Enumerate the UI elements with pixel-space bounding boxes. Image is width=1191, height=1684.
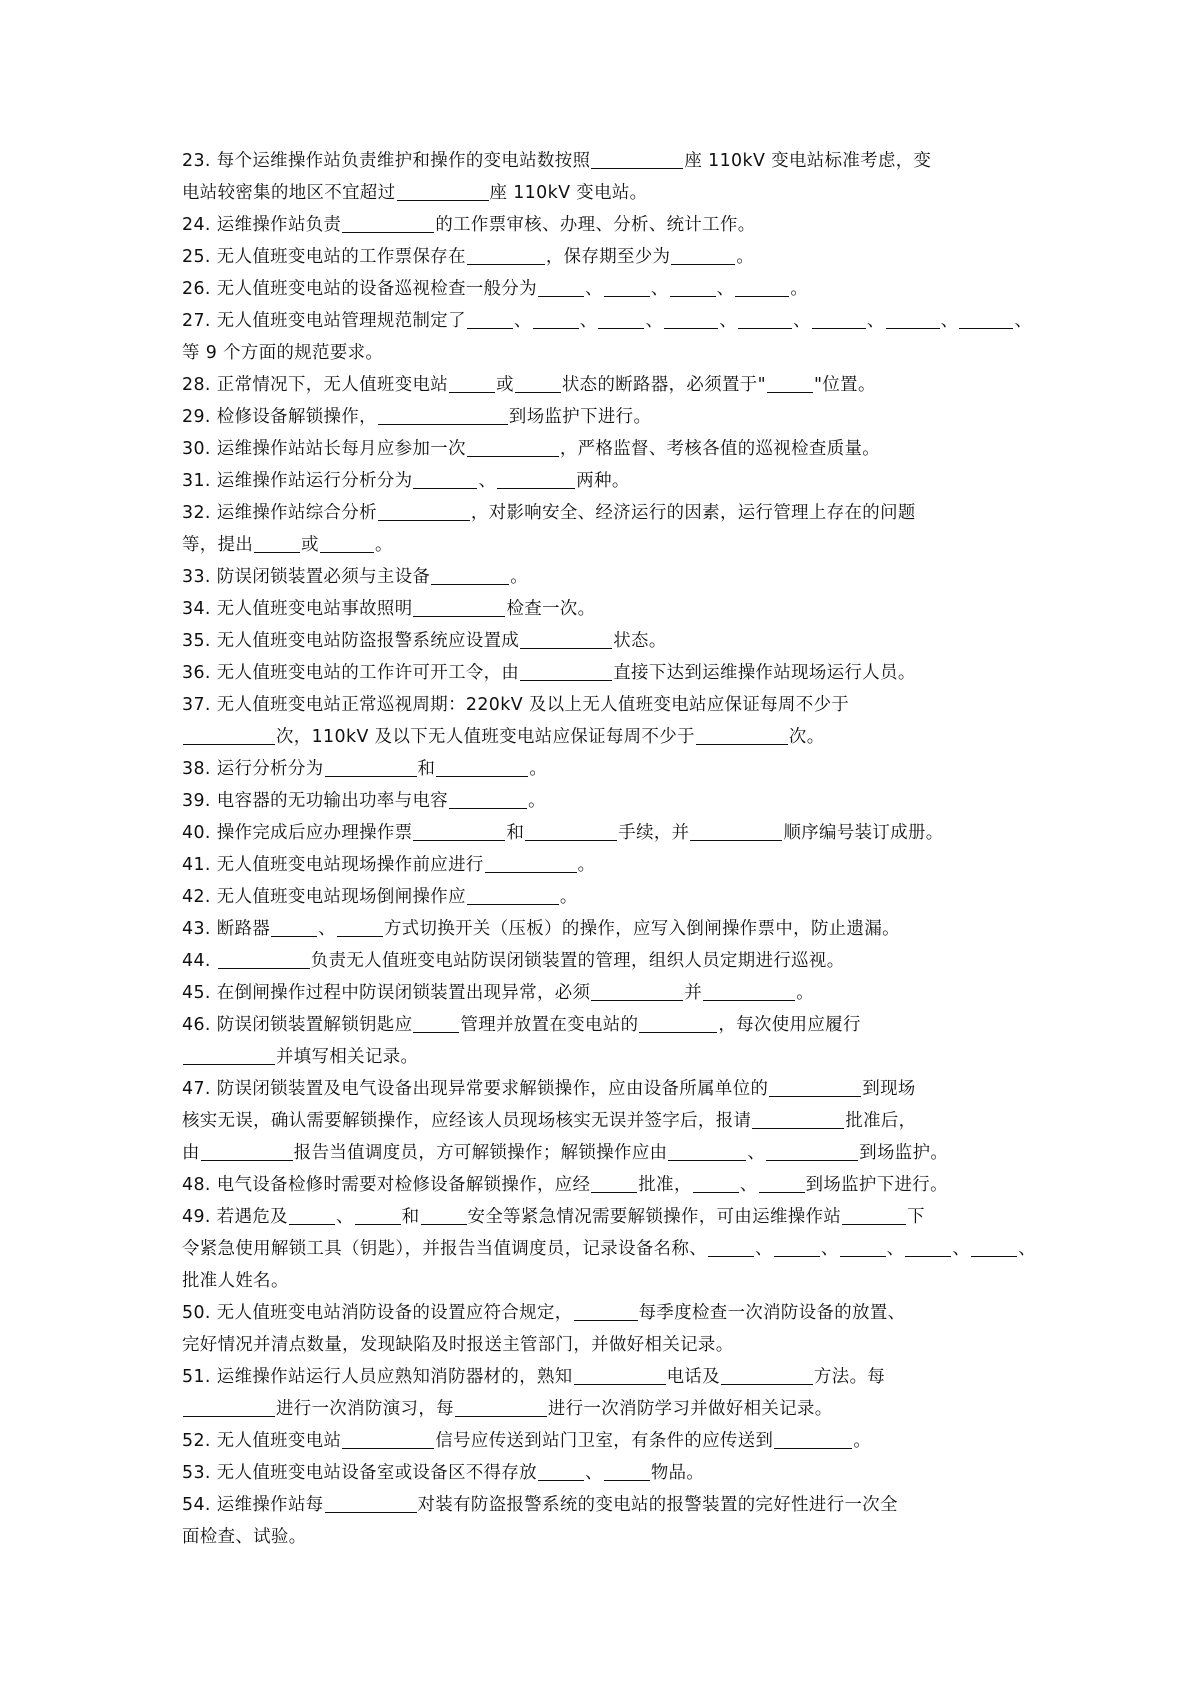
- fill-in-blank[interactable]: [767, 374, 813, 393]
- question-text: 次，110kV 及以下无人值班变电站应保证每周不少于: [276, 727, 695, 747]
- question-text: 、: [820, 1239, 839, 1259]
- fill-in-blank[interactable]: [959, 310, 1013, 329]
- question-text: 。: [510, 567, 529, 587]
- question-text: 30. 运维操作站站长每月应参加一次: [182, 439, 466, 459]
- question-text: 。: [528, 791, 546, 811]
- question-text: 、: [645, 311, 664, 331]
- question-text: 34. 无人值班变电站事故照明: [182, 599, 413, 619]
- question-text: 和: [417, 759, 436, 779]
- question-line-q46b: [182, 1041, 1011, 1073]
- fill-in-blank[interactable]: [708, 1238, 754, 1257]
- question-text: 41. 无人值班变电站现场操作前应进行: [182, 855, 484, 875]
- question-text: 方法。每: [813, 1367, 886, 1387]
- question-line-q40: [182, 817, 1011, 849]
- fill-in-blank[interactable]: [254, 534, 300, 553]
- fill-in-blank[interactable]: [668, 1142, 746, 1161]
- fill-in-blank[interactable]: [671, 246, 735, 265]
- question-text: 27. 无人值班变电站管理规范制定了: [182, 311, 466, 331]
- question-line-q38: [182, 753, 1011, 785]
- fill-in-blank[interactable]: [812, 310, 866, 329]
- question-text: 53. 无人值班变电站设备室或设备区不得存放: [182, 1463, 538, 1483]
- question-text: 36. 无人值班变电站的工作许可开工令，由: [182, 663, 520, 683]
- fill-in-blank[interactable]: [752, 1110, 844, 1129]
- fill-in-blank[interactable]: [467, 310, 513, 329]
- question-text: 的工作票审核、办理、分析、统计工作。: [435, 215, 756, 235]
- question-line-q25: [182, 241, 1011, 273]
- question-line-q47c: [182, 1137, 1011, 1169]
- question-line-q37a: [182, 689, 1011, 721]
- question-line-q46a: [182, 1009, 1011, 1041]
- question-text: 25. 无人值班变电站的工作票保存在: [182, 247, 466, 267]
- fill-in-blank[interactable]: [183, 726, 275, 745]
- fill-in-blank[interactable]: [467, 438, 559, 457]
- fill-in-blank[interactable]: [289, 1206, 335, 1225]
- question-text: 令紧急使用解锁工具（钥匙），并报告当值调度员，记录设备名称、: [182, 1239, 708, 1259]
- question-text: 批准后，: [845, 1111, 917, 1131]
- question-text: 或: [301, 535, 319, 555]
- question-text: 和: [401, 1207, 420, 1227]
- fill-in-blank[interactable]: [840, 1238, 886, 1257]
- question-line-q32b: [182, 529, 1011, 561]
- question-text: 、: [1014, 311, 1033, 331]
- question-line-q52: [182, 1425, 1011, 1457]
- question-text: 并填写相关记录。: [276, 1047, 419, 1067]
- question-text: 负责无人值班变电站防误闭锁装置的管理，组织人员定期进行巡视。: [310, 951, 845, 971]
- question-text: 24. 运维操作站负责: [182, 215, 342, 235]
- fill-in-blank[interactable]: [690, 822, 782, 841]
- fill-in-blank[interactable]: [449, 374, 495, 393]
- fill-in-blank[interactable]: [520, 630, 612, 649]
- fill-in-blank[interactable]: [183, 1046, 275, 1065]
- question-text: 到场监护下进行。: [805, 1175, 948, 1195]
- fill-in-blank[interactable]: [421, 1206, 467, 1225]
- question-text: 42. 无人值班变电站现场倒闸操作应: [182, 887, 466, 907]
- question-text: 每季度检查一次消防设备的放置、: [638, 1303, 906, 1323]
- question-text: 顺序编号装订成册。: [783, 823, 944, 843]
- question-text: 状态。: [613, 631, 667, 651]
- question-text: 管理并放置在变电站的: [460, 1015, 639, 1035]
- question-text: 由: [182, 1143, 200, 1163]
- question-line-q53: [182, 1457, 1011, 1489]
- question-text: 、: [719, 311, 738, 331]
- question-text: 对装有防盗报警系统的变电站的报警装置的完好性进行一次全: [417, 1495, 898, 1515]
- question-line-q48: [182, 1169, 1011, 1201]
- question-text: 32. 运维操作站综合分析: [182, 503, 377, 523]
- question-text: 直接下达到运维操作站现场运行人员。: [613, 663, 916, 683]
- question-line-q36: [182, 657, 1011, 689]
- fill-in-blank[interactable]: [574, 1302, 638, 1321]
- question-text: ，每次使用应履行: [718, 1015, 861, 1035]
- fill-in-blank[interactable]: [271, 918, 317, 937]
- fill-in-blank[interactable]: [696, 726, 788, 745]
- question-text: 、: [952, 1239, 971, 1259]
- question-text: 、: [866, 311, 885, 331]
- question-text: 52. 无人值班变电站: [182, 1431, 342, 1451]
- question-text: 、: [478, 471, 497, 491]
- fill-in-blank[interactable]: [413, 822, 505, 841]
- question-line-q34: [182, 593, 1011, 625]
- question-line-q47a: [182, 1073, 1011, 1105]
- question-text: 。: [529, 759, 548, 779]
- fill-in-blank[interactable]: [520, 662, 612, 681]
- question-text: 到场监护下进行。: [508, 407, 652, 427]
- question-text: 手续，并: [618, 823, 690, 843]
- fill-in-blank[interactable]: [774, 1430, 852, 1449]
- question-text: 33. 防误闭锁装置必须与主设备: [182, 567, 431, 587]
- fill-in-blank[interactable]: [604, 278, 650, 297]
- question-text: ，对影响安全、经济运行的因素，运行管理上存在的问题: [470, 503, 916, 523]
- question-line-q43: [182, 913, 1011, 945]
- question-text: 电站较密集的地区不宜超过: [182, 183, 396, 203]
- question-text: 核实无误，确认需要解锁操作，应经该人员现场核实无误并签字后，报请: [182, 1111, 752, 1131]
- question-text: 43. 断路器: [182, 919, 271, 939]
- question-list: [182, 145, 1037, 1553]
- question-line-q47b: [182, 1105, 1011, 1137]
- question-line-q50a: [182, 1297, 1011, 1329]
- question-text: 检查一次。: [506, 599, 596, 619]
- question-text: 。: [577, 855, 596, 875]
- question-text: 、: [579, 311, 598, 331]
- question-text: 并: [684, 983, 703, 1003]
- fill-in-blank[interactable]: [670, 278, 716, 297]
- question-line-q32a: [182, 497, 1011, 529]
- question-text: 状态的断路器，必须置于": [561, 375, 766, 395]
- fill-in-blank[interactable]: [413, 1014, 459, 1033]
- fill-in-blank[interactable]: [591, 1174, 637, 1193]
- question-text: 45. 在倒闸操作过程中防误闭锁装置出现异常，必须: [182, 983, 591, 1003]
- fill-in-blank[interactable]: [525, 822, 617, 841]
- question-line-q49a: [182, 1201, 1011, 1233]
- fill-in-blank[interactable]: [413, 470, 477, 489]
- question-text: 批准，: [638, 1175, 692, 1195]
- question-text: 下: [907, 1207, 925, 1227]
- question-text: 座 110kV 变电站标准考虑，变: [684, 151, 932, 171]
- question-line-q51b: [182, 1393, 1011, 1425]
- question-line-q30: [182, 433, 1011, 465]
- question-text: 、: [886, 1239, 905, 1259]
- fill-in-blank[interactable]: [842, 1206, 906, 1225]
- fill-in-blank[interactable]: [639, 1014, 717, 1033]
- question-text: 50. 无人值班变电站消防设备的设置应符合规定，: [182, 1303, 573, 1323]
- fill-in-blank[interactable]: [515, 374, 561, 393]
- fill-in-blank[interactable]: [693, 1174, 739, 1193]
- question-text: 、: [1018, 1239, 1037, 1259]
- question-text: 35. 无人值班变电站防盗报警系统应设置成: [182, 631, 520, 651]
- question-text: 、: [318, 919, 336, 939]
- fill-in-blank[interactable]: [342, 214, 434, 233]
- question-text: 29. 检修设备解锁操作，: [182, 407, 377, 427]
- question-text: 。: [374, 535, 393, 555]
- question-text: "位置。: [813, 375, 876, 395]
- fill-in-blank[interactable]: [774, 1238, 820, 1257]
- question-text: 两种。: [576, 471, 630, 491]
- question-text: 。: [853, 1431, 872, 1451]
- fill-in-blank[interactable]: [971, 1238, 1017, 1257]
- fill-in-blank[interactable]: [766, 1142, 858, 1161]
- question-text: 31. 运维操作站运行分析分为: [182, 471, 413, 491]
- question-text: 、: [585, 279, 603, 299]
- fill-in-blank[interactable]: [886, 310, 940, 329]
- fill-in-blank[interactable]: [355, 1206, 401, 1225]
- question-line-q54b: [182, 1521, 1011, 1553]
- question-text: 次。: [788, 727, 825, 747]
- question-text: 46. 防误闭锁装置解锁钥匙应: [182, 1015, 413, 1035]
- question-text: 。: [559, 887, 578, 907]
- fill-in-blank[interactable]: [325, 1494, 417, 1513]
- fill-in-blank[interactable]: [538, 278, 584, 297]
- question-text: 、: [650, 279, 669, 299]
- question-text: 信号应传送到站门卫室，有条件的应传送到: [435, 1431, 774, 1451]
- question-text: 或: [496, 375, 514, 395]
- fill-in-blank[interactable]: [183, 1398, 275, 1417]
- fill-in-blank[interactable]: [497, 470, 575, 489]
- question-text: 、: [940, 311, 959, 331]
- fill-in-blank[interactable]: [325, 758, 417, 777]
- fill-in-blank[interactable]: [721, 1366, 813, 1385]
- question-text: 报告当值调度员，方可解锁操作；解锁操作应由: [293, 1143, 668, 1163]
- question-text: 38. 运行分析分为: [182, 759, 324, 779]
- question-text: ，保存期至少为: [545, 247, 671, 267]
- question-line-q26: [182, 273, 1011, 305]
- question-text: 。: [796, 983, 814, 1003]
- fill-in-blank[interactable]: [538, 1462, 584, 1481]
- question-line-q51a: [182, 1361, 1011, 1393]
- question-text: 座 110kV 变电站。: [489, 183, 648, 203]
- question-line-q50b: [182, 1329, 1011, 1361]
- fill-in-blank[interactable]: [703, 982, 795, 1001]
- question-text: 、: [513, 311, 532, 331]
- question-text: 批准人姓名。: [182, 1271, 289, 1291]
- question-text: 26. 无人值班变电站的设备巡视检查一般分为: [182, 279, 538, 299]
- fill-in-blank[interactable]: [604, 1462, 650, 1481]
- question-text: 40. 操作完成后应办理操作票: [182, 823, 413, 843]
- fill-in-blank[interactable]: [455, 1398, 547, 1417]
- fill-in-blank[interactable]: [467, 246, 545, 265]
- question-line-q23a: [182, 145, 1011, 177]
- question-text: 、: [755, 1239, 773, 1259]
- fill-in-blank[interactable]: [591, 982, 683, 1001]
- question-text: 、: [739, 1175, 758, 1195]
- fill-in-blank[interactable]: [378, 406, 508, 425]
- question-text: 到现场: [862, 1079, 916, 1099]
- fill-in-blank[interactable]: [342, 1430, 434, 1449]
- question-text: 完好情况并清点数量，发现缺陷及时报送主管部门，并做好相关记录。: [182, 1335, 734, 1355]
- question-text: 进行一次消防演习，每: [276, 1399, 454, 1419]
- fill-in-blank[interactable]: [591, 150, 683, 169]
- question-line-q29: [182, 401, 1011, 433]
- question-line-q39: [182, 785, 1011, 817]
- question-line-q31: [182, 465, 1011, 497]
- fill-in-blank[interactable]: [533, 310, 579, 329]
- question-line-q33: [182, 561, 1011, 593]
- question-line-q23b: [182, 177, 1011, 209]
- fill-in-blank[interactable]: [485, 854, 577, 873]
- question-text: 47. 防误闭锁装置及电气设备出现异常要求解锁操作，应由设备所属单位的: [182, 1079, 769, 1099]
- question-text: 、: [747, 1143, 766, 1163]
- fill-in-blank[interactable]: [467, 886, 559, 905]
- question-text: 等 9 个方面的规范要求。: [182, 343, 384, 363]
- fill-in-blank[interactable]: [598, 310, 644, 329]
- fill-in-blank[interactable]: [664, 310, 718, 329]
- fill-in-blank[interactable]: [905, 1238, 951, 1257]
- question-line-q28: [182, 369, 1011, 401]
- question-text: 、: [585, 1463, 603, 1483]
- question-line-q35: [182, 625, 1011, 657]
- question-text: 48. 电气设备检修时需要对检修设备解锁操作，应经: [182, 1175, 591, 1195]
- question-text: 、: [335, 1207, 354, 1227]
- question-text: 54. 运维操作站每: [182, 1495, 324, 1515]
- fill-in-blank[interactable]: [397, 182, 489, 201]
- question-text: 面检查、试验。: [182, 1527, 307, 1547]
- question-text: 28. 正常情况下，无人值班变电站: [182, 375, 449, 395]
- question-line-q49c: [182, 1265, 1011, 1297]
- question-text: 等，提出: [182, 535, 254, 555]
- question-line-q27b: [182, 337, 1011, 369]
- question-text: 。: [790, 279, 809, 299]
- fill-in-blank[interactable]: [735, 278, 789, 297]
- question-text: 。: [736, 247, 755, 267]
- fill-in-blank[interactable]: [436, 758, 528, 777]
- question-text: 39. 电容器的无功输出功率与电容: [182, 791, 449, 811]
- question-line-q54a: [182, 1489, 1011, 1521]
- fill-in-blank[interactable]: [218, 950, 310, 969]
- question-text: 23. 每个运维操作站负责维护和操作的变电站数按照: [182, 151, 591, 171]
- question-text: ，严格监督、考核各值的巡视检查质量。: [559, 439, 881, 459]
- question-text: 37. 无人值班变电站正常巡视周期：220kV 及以上无人值班变电站应保证每周不少于: [182, 695, 850, 715]
- question-line-q37b: [182, 721, 1011, 753]
- question-text: 、: [793, 311, 811, 331]
- question-line-q44: [182, 945, 1011, 977]
- fill-in-blank[interactable]: [769, 1078, 861, 1097]
- question-line-q24: [182, 209, 1011, 241]
- question-text: 、: [716, 279, 735, 299]
- question-line-q41: [182, 849, 1011, 881]
- question-line-q49b: [182, 1233, 1037, 1265]
- question-text: 安全等紧急情况需要解锁操作，可由运维操作站: [467, 1207, 842, 1227]
- question-line-q42: [182, 881, 1011, 913]
- question-line-q45: [182, 977, 1011, 1009]
- question-text: 44.: [182, 951, 217, 971]
- fill-in-blank[interactable]: [413, 598, 505, 617]
- fill-in-blank[interactable]: [574, 1366, 666, 1385]
- question-text: 方式切换开关（压板）的操作，应写入倒闸操作票中，防止遗漏。: [383, 919, 900, 939]
- fill-in-blank[interactable]: [738, 310, 792, 329]
- fill-in-blank[interactable]: [759, 1174, 805, 1193]
- fill-in-blank[interactable]: [201, 1142, 293, 1161]
- question-text: 到场监护。: [859, 1143, 949, 1163]
- question-text: 49. 若遇危及: [182, 1207, 288, 1227]
- question-text: 和: [506, 823, 525, 843]
- fill-in-blank[interactable]: [449, 790, 527, 809]
- fill-in-blank[interactable]: [431, 566, 509, 585]
- fill-in-blank[interactable]: [337, 918, 383, 937]
- question-line-q27a: [182, 305, 1033, 337]
- question-text: 51. 运维操作站运行人员应熟知消防器材的，熟知: [182, 1367, 573, 1387]
- question-text: 物品。: [650, 1463, 705, 1483]
- question-text: 进行一次消防学习并做好相关记录。: [547, 1399, 833, 1419]
- question-text: 电话及: [666, 1367, 720, 1387]
- fill-in-blank[interactable]: [320, 534, 374, 553]
- fill-in-blank[interactable]: [378, 502, 470, 521]
